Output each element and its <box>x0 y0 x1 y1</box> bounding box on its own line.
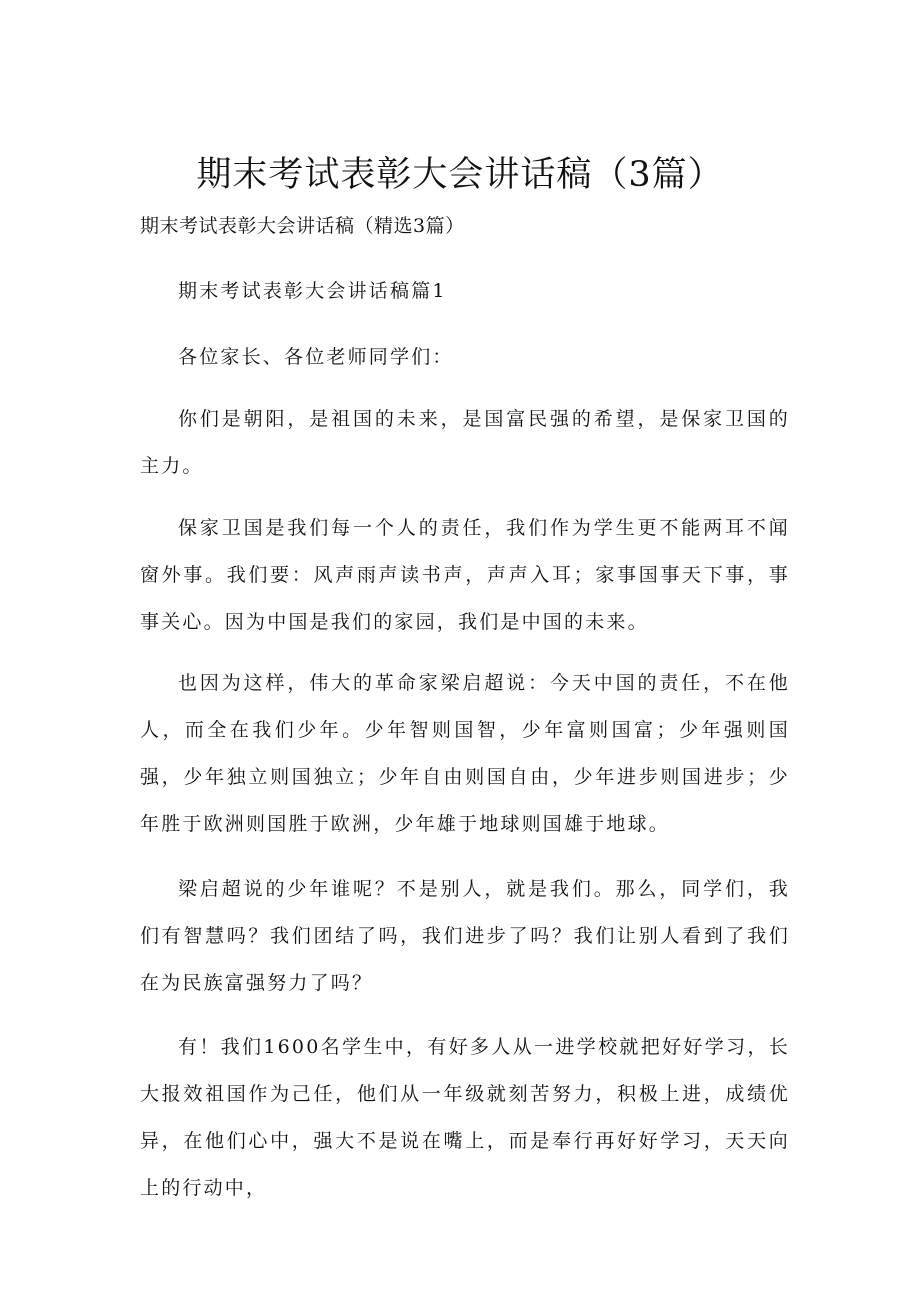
greeting: 各位家长、各位老师同学们： <box>178 346 454 368</box>
section-heading: 期末考试表彰大会讲话稿篇1 <box>178 280 447 302</box>
paragraph: 保家卫国是我们每一个人的责任，我们作为学生更不能两耳不闻窗外事。我们要：风声雨声读书声，声声入耳；家事国事天下事，事事关心。因为中国是我们的家园，我们是中国的未来。 <box>140 517 790 633</box>
document-subtitle: 期末考试表彰大会讲话稿（精选3篇） <box>140 215 465 237</box>
paragraph: 梁启超说的少年谁呢？不是别人，就是我们。那么，同学们，我们有智慧吗？我们团结了吗，我们进步了吗？我们让别人看到了我们在为民族富强努力了吗？ <box>140 878 790 994</box>
paragraph: 你们是朝阳，是祖国的未来，是国富民强的希望，是保家卫国的主力。 <box>140 408 790 477</box>
document-title: 期末考试表彰大会讲话稿（3篇） <box>196 155 724 195</box>
paragraph: 有！我们1600名学生中，有好多人从一进学校就把好好学习，长大报效祖国作为己任，他们从一年级就刻苦努力，积极上进，成绩优异，在他们心中，强大不是说在嘴上，而是奉行再好好学习，天天向上的行动中， <box>140 1036 790 1199</box>
paragraph: 也因为这样，伟大的革命家梁启超说：今天中国的责任，不在他人，而全在我们少年。少年智则国智，少年富则国富；少年强则国强，少年独立则国独立；少年自由则国自由，少年进步则国进步；少年胜于欧洲则国胜于欧洲，少年雄于地球则国雄于地球。 <box>140 672 790 835</box>
